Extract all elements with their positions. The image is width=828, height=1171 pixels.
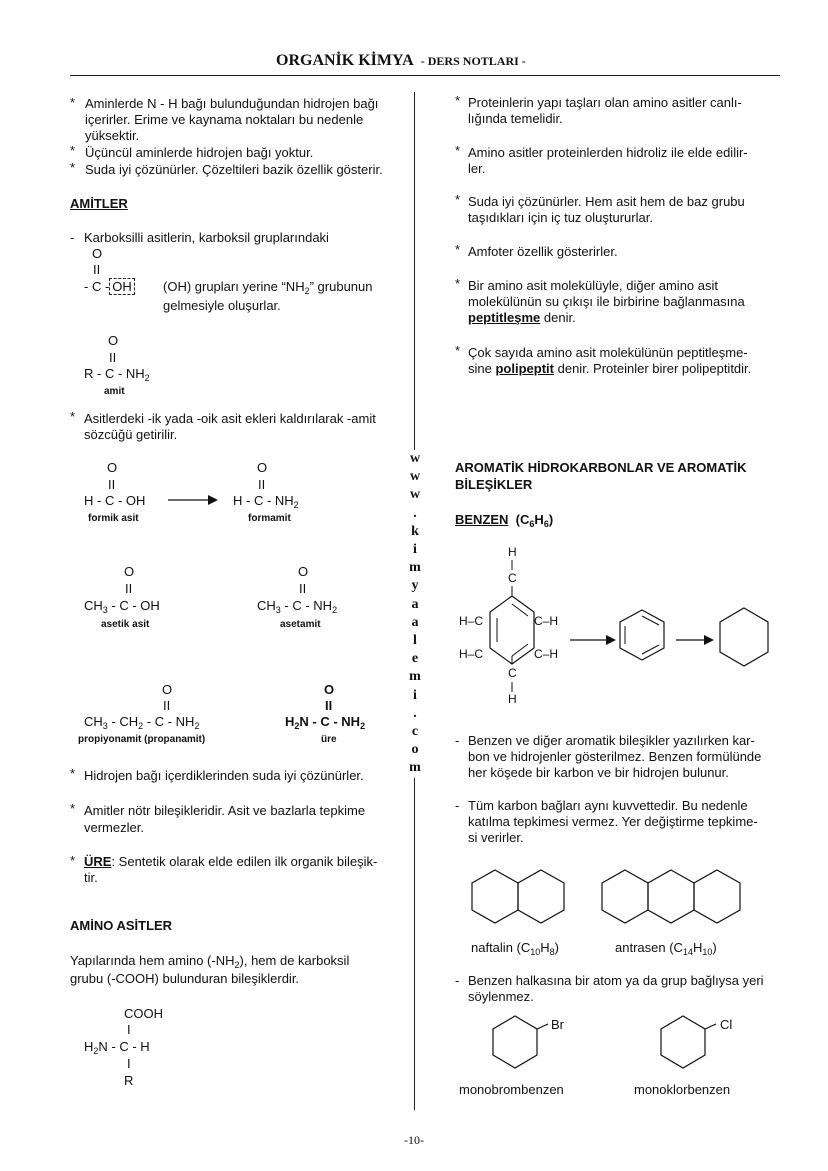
svg-text:H: H <box>508 545 517 559</box>
subst-note-2: söylenmez. <box>468 989 534 1004</box>
watermark-letter: w <box>409 451 421 466</box>
amide-note-1: Hidrojen bağı içerdiklerinden suda iyi çözünürler. <box>84 768 364 783</box>
struct-c: - C - OH <box>84 279 135 295</box>
urea-note: ÜRE: Sentetik olarak elde edilen ilk organik bileşik- <box>84 854 378 869</box>
acetic-acid-formula: $CH_3$ - C - OH <box>84 598 160 615</box>
urea-formula: $H_2N$ - C - $NH_2$ <box>285 714 366 731</box>
naphthalene-rings <box>472 870 564 923</box>
cl-label: Cl <box>720 1017 733 1032</box>
benzene-note-6: si verirler. <box>468 830 524 845</box>
anthracene-rings <box>602 870 740 923</box>
aromatic-title-2: BİLEŞİKLER <box>455 477 533 492</box>
benzene-skeleton <box>720 608 768 666</box>
svg-text:C: C <box>508 666 517 680</box>
acetamide-label: asetamit <box>280 619 321 630</box>
watermark-letter: o <box>411 742 419 758</box>
benzene-note-5: katılma tepkimesi vermez. Yer değiştirme tepkime- <box>468 814 758 829</box>
benzene-note-3: her köşede bir karbon ve bir hidrojen bulunur. <box>468 765 729 780</box>
watermark-letter: i <box>413 542 417 558</box>
struct-dbl: II <box>93 262 101 277</box>
naming-rule-2: sözcüğü getirilir. <box>84 427 178 442</box>
protein-note-10: peptitleşme denir. <box>468 310 576 325</box>
bromobenzene-ring <box>493 1016 537 1068</box>
arrow-3 <box>676 635 714 645</box>
amine-note-5: Suda iyi çözünürler. Çözeltileri bazik özellik gösterir. <box>85 162 383 177</box>
formamide-label: formamit <box>248 513 291 524</box>
anthracene-label: antrasen $(C_{14}H_{10})$ <box>615 940 717 957</box>
protein-note-2: lığında temelidir. <box>468 111 563 126</box>
benzene-title: BENZEN $(C_6H_6)$ <box>455 512 554 529</box>
formic-acid-formula: H - C - OH <box>84 493 146 508</box>
urea-note-2: tir. <box>84 870 98 885</box>
benzene-note-1: Benzen ve diğer aromatik bileşikler yazılırken kar- <box>468 733 755 748</box>
amine-note-2: içerirler. Erime ve kaynama noktaları bu nedenle <box>85 112 364 127</box>
svg-text:H–C: H–C <box>459 614 484 628</box>
chlorobenzene-ring <box>661 1016 705 1068</box>
oh-box: OH <box>109 278 135 295</box>
amine-note-1: Aminlerde N - H bağı bulunduğundan hidrojen bağı <box>85 96 379 111</box>
struct-o: O <box>92 246 103 261</box>
amide-label: amit <box>104 386 125 397</box>
protein-note-11: Çok sayıda amino asit molekülünün peptitleşme- <box>468 345 748 360</box>
watermark-letter: a <box>411 614 419 630</box>
watermark-letter: m <box>409 760 421 776</box>
amides-title: AMİTLER <box>70 196 128 211</box>
watermark-letter: m <box>409 560 421 576</box>
urea-label: üre <box>321 734 337 745</box>
protein-note-3: Amino asitler proteinlerden hidroliz ile elde edilir- <box>468 145 748 160</box>
amides-intro: Karboksilli asitlerin, karboksil gruplarındaki <box>84 230 329 245</box>
reaction-arrow-1 <box>168 493 218 507</box>
page-title <box>276 52 526 70</box>
amine-note-4: Üçüncül aminlerde hidrojen bağı yoktur. <box>85 145 314 160</box>
benzene-kekule <box>459 545 558 706</box>
formamide-formula: H - C - $NH_2$ <box>233 493 299 510</box>
acetic-acid-label: asetik asit <box>101 619 150 630</box>
subst-note-1: Benzen halkasına bir atom ya da grup bağlıysa yeri <box>468 973 764 988</box>
protein-note-7: Amfoter özellik gösterirler. <box>468 244 618 259</box>
watermark-letter: k <box>411 523 419 539</box>
propanamide-label: propiyonamit (propanamit) <box>78 734 206 745</box>
watermark-letter: e <box>411 651 419 667</box>
svg-text:H: H <box>508 692 517 706</box>
naming-rule-1: Asitlerdeki -ik yada -oik asit ekleri kaldırılarak -amit <box>84 411 376 426</box>
oh-text-2: gelmesiyle oluşurlar. <box>163 298 281 313</box>
aromatic-title-1: AROMATİK HİDROKARBONLAR VE AROMATİK <box>455 460 747 475</box>
br-label: Br <box>551 1017 564 1032</box>
amino-title: AMİNO ASİTLER <box>70 918 173 933</box>
amino-acid-formula: $H_2N$ - C - H <box>84 1039 150 1056</box>
watermark-letter: i <box>413 687 417 703</box>
oh-text: (OH) grupları yerine “$NH_2$” grubunun <box>163 279 373 296</box>
watermark-letter: a <box>411 596 419 612</box>
title-sub: - DERS NOTLARI - <box>420 54 526 68</box>
protein-note-9: molekülünün su çıkışı ile birbirine bağlanmasına <box>468 294 745 309</box>
protein-note-8: Bir amino asit molekülüyle, diğer amino asit <box>468 278 718 293</box>
benzene-note-2: bon ve hidrojenler gösterilmez. Benzen formülünde <box>468 749 762 764</box>
acetamide-formula: $CH_3$ - C - $NH_2$ <box>257 598 338 615</box>
watermark <box>408 450 422 778</box>
amide-formula: R - C - $NH_2$ <box>84 366 150 383</box>
protein-note-5: Suda iyi çözünürler. Hem asit hem de baz grubu <box>468 194 745 209</box>
page-number: -10- <box>404 1133 424 1147</box>
amine-note-3: yüksektir. <box>85 128 140 143</box>
title-main: ORGANİK KİMYA <box>276 52 413 69</box>
amino-text-1: Yapılarında hem amino $(-NH_2)$, hem de karboksil <box>70 953 350 970</box>
monochloro-label: monoklorbenzen <box>634 1082 731 1097</box>
watermark-letter: . <box>413 505 417 521</box>
watermark-letter: m <box>409 669 421 685</box>
amide-note-3: vermezler. <box>84 820 144 835</box>
svg-text:C: C <box>508 571 517 585</box>
protein-note-4: ler. <box>468 161 486 176</box>
amide-note-2: Amitler nötr bileşikleridir. Asit ve bazlarla tepkime <box>84 803 366 818</box>
amino-text-2: grubu (-COOH) bulunduran bileşiklerdir. <box>70 971 300 986</box>
naphthalene-label: naftalin $(C_{10}H_8)$ <box>471 940 560 957</box>
protein-note-12: sine polipeptit denir. Proteinler birer polipeptitdir. <box>468 361 752 376</box>
benzene-note-4: Tüm karbon bağları aynı kuvvettedir. Bu nedenle <box>468 798 748 813</box>
arrow-2 <box>570 635 616 645</box>
watermark-letter: w <box>409 487 421 503</box>
halobenzene-structures <box>480 1010 760 1080</box>
propanamide-formula: $CH_3 - CH_2$ - C - $NH_2$ <box>84 714 200 731</box>
watermark-letter: . <box>413 705 417 721</box>
protein-note-6: taşıdıkları için iç tuz oluştururlar. <box>468 210 653 225</box>
watermark-letter: y <box>411 578 419 594</box>
header-rule <box>70 75 780 76</box>
polycyclic-structures <box>460 860 780 940</box>
svg-text:C–H: C–H <box>534 647 559 661</box>
watermark-letter: c <box>411 724 419 740</box>
watermark-letter: w <box>409 469 421 485</box>
monobromo-label: monobrombenzen <box>459 1082 564 1097</box>
watermark-letter: l <box>413 633 417 649</box>
formic-acid-label: formik asit <box>88 513 139 524</box>
svg-text:H–C: H–C <box>459 647 484 661</box>
benzene-structures <box>450 540 780 720</box>
benzene-kekule-ring <box>620 610 664 660</box>
svg-text:C–H: C–H <box>534 614 559 628</box>
protein-note-1: Proteinlerin yapı taşları olan amino asitler canlı- <box>468 95 742 110</box>
